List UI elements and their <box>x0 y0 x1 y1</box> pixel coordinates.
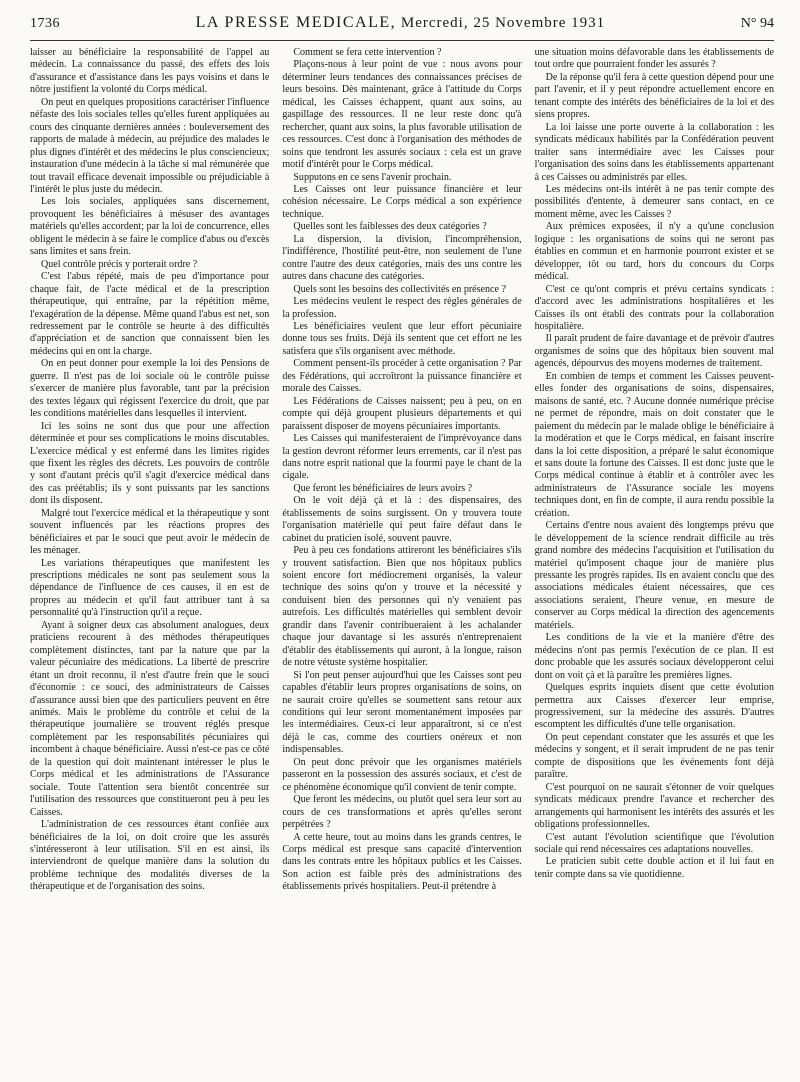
paragraph: De la réponse qu'il fera à cette question dépend pour une part l'avenir, et il y peut répondre actuellement encore en tenant compte des intérêts des bénéficiaires de la loi et des siens propres. <box>534 71 774 121</box>
paragraph: Plaçons-nous à leur point de vue : nous avons pour déterminer leurs tendances des connaissances précises de leurs besoins. Dès maintenant, grâce à l'attitude du Corps médical, les Caisses échappent, quant aux soins, au gaspillage des ressources. Il ne leur reste donc qu'à rechercher, quant aux soins, la plus favorable utilisation de ces ressources. C'est donc à l'organisation des méthodes de soins que tendront les assurés sociaux : cela est un grave motif d'intérêt pour le Corps médical. <box>282 59 522 171</box>
paragraph: Le praticien subit cette double action et il lui faut en tenir compte dans sa vie quotidienne. <box>534 856 774 880</box>
page-number: 1736 <box>30 16 60 31</box>
masthead <box>196 14 606 32</box>
paragraph: Les variations thérapeutiques que manifestent les prescriptions médicales ne sont pas seulement sous la dépendance de l'influence de ces causes, il en est de propres au médecin et qu'il faut attribuer tant à sa personnalité qu'à l'instruction qu'il a reçue. <box>30 557 270 619</box>
paragraph: Ici les soins ne sont dus que pour une affection déterminée et pour ses complications le moins discutables. L'exercice médical y est enfermé dans les limites rigides que fixent les règles des décrets. Les pouvoirs de contrôle y sont d'autant précis qu'il s'agit d'exercice médical dans des cas préétablis; ils y sont puissants par les sanctions dont ils disposent. <box>30 420 270 507</box>
issue-date: Mercredi, 25 Novembre 1931 <box>400 15 606 31</box>
paragraph: On peut en quelques propositions caractériser l'influence néfaste des lois sociales telles qu'elles furent appliquées au cours des cinquante dernières années : bouleversement des rapports de malade à médecin, au préjudice des malades le plus dignes d'intérêt et des médecins le plus consciencieux; instauration d'une médecin à la tâche si mal rémunérée que tout travail efficace devenait impossible ou préjudiciable à l'intérêt le plus juste du médecin. <box>30 96 270 195</box>
paragraph: Certains d'entre nous avaient dès longtemps prévu que le développement de la science rendrait difficile au très grand nombre des médecins l'acquisition et l'utilisation du matériel qu'imposent chaque jour de manière plus pressante les progrès rapides. Ils en avaient conclu que des associations médicales étaient nécessaires, que ces associations seraient, l'heure venue, en mesure de conserver au Corps médical la direction des agencements matériels. <box>534 520 774 631</box>
paragraph: L'administration de ces ressources étant confiée aux bénéficiaires de la loi, on doit croire que les assurés s'intéresseront à leur utilisation. S'il en est ainsi, ils interviendront de quelque manière dans la solution du problème technique des modalités diverses de la thérapeutique et de l'organisation des soins. <box>30 819 270 893</box>
paragraph: Les médecins ont-ils intérêt à ne pas tenir compte des possibilités d'entente, à demeurer sans contact, en ce moment même, avec les Caisses ? <box>534 183 774 220</box>
paragraph: laisser au bénéficiaire la responsabilité de l'appel au médecin. La connaissance du passé, des effets des lois d'assurance et d'assistance dans les pays voisins et dans le nôtre justifient la volonté du Corps médical. <box>30 47 270 96</box>
paragraph: On en peut donner pour exemple la loi des Pensions de guerre. Il n'est pas de loi sociale où le contrôle puisse s'exercer de manière plus favorable, tant par la précision des textes légaux qui régissent l'exercice du droit, que par les conditions matérielles dans lesquelles il intervient. <box>30 358 270 420</box>
paragraph: Peu à peu ces fondations attireront les bénéficiaires s'ils y trouvent satisfaction. Bien que nos hôpitaux publics soient encore fort médiocrement organisés, la valeur technique des soins qu'on y trouve et la nécessité y conduisent bien des personnes qui n'y venaient pas autrefois. Les difficultés matérielles qui semblent devoir grandir dans l'avenir contribueraient à les achalander chaque jour davantage si les assurés n'entreprenaient d'établir des établissements qui auront, à la longue, raison de notre vétuste système hospitalier. <box>282 545 522 669</box>
paragraph: Ayant à soigner deux cas absolument analogues, deux praticiens recourent à des méthodes thérapeutiques complètement distinctes, tant par la nature que par la valeur pécuniaire des médications. La liberté de prescrire étant un droit reconnu, il n'est d'autre frein que le souci d'économie : ce souci, des administrateurs de Caisses d'assurance aussi bien que des particuliers peuvent en être animés. Mais le problème du contrôle et celui de la thérapeutique journalière se trouvent réglés presque complètement par les responsabilités pécuniaires qui incombent à chaque bénéficiaire. Aussi n'est-ce pas ce côté de la question qui doit maintenant intéresser le plus le Corps médical et les administrations de l'Assurance sociale. Toute l'attention sera bientôt concentrée sur l'utilisation des ressources que constitueront peu à peu les Caisses. <box>30 619 270 818</box>
column-2 <box>282 47 521 1077</box>
paragraph: A cette heure, tout au moins dans les grands centres, le Corps médical est presque sans capacité d'intervention dans les contrats entre les hôpitaux publics et les Caisses. Son action est faible près des administrations des établissements privés hospitaliers. Peut-il prétendre à <box>282 831 522 893</box>
paragraph: C'est ce qu'ont compris et prévu certains syndicats : d'accord avec les administrations hospitalières et les Caisses ils ont établi des contrats pour la collaboration hospitalière. <box>534 283 774 332</box>
paragraph: Quelques esprits inquiets disent que cette évolution permettra aux Caisses d'exercer leur emprise, progressivement, sur la médecine des assurés. D'autres escomptent les difficultés d'une telle organisation. <box>534 682 774 731</box>
paragraph: Les Fédérations de Caisses naissent; peu à peu, on en compte qui déjà groupent plusieurs départements et qui paraissent disposer de moyens pécuniaires importants. <box>282 395 522 432</box>
paragraph: Aux prémices exposées, il n'y a qu'une conclusion logique : les organisations de soins qui ne seront pas établies en commun et en harmonie pourront exister et se développer, tôt ou tard, hors du concours du Corps médical. <box>534 221 774 283</box>
paragraph: Quel contrôle précis y porterait ordre ? <box>41 258 198 270</box>
paragraph: On le voit déjà çà et là : des dispensaires, des établissements de soins surgissent. On y trouvera toute l'organisation matérielle qui peut faire défaut dans le cabinet du praticien isolé, souvent pauvre. <box>282 495 522 544</box>
paragraph: C'est l'abus répété, mais de peu d'importance pour chaque fait, de l'acte médical et de la prescription thérapeutique, qui entraîne, par la répétition même, l'exagération de la dépense. Même quand l'abus est net, son redressement par le contrôle se heurte à des difficultés d'appréciation et de sanction que connaissent bien les médecins qui en ont la charge. <box>30 271 270 357</box>
page-header <box>30 14 774 41</box>
journal-title: LA PRESSE MEDICALE, <box>195 14 397 31</box>
paragraph: Comment pensent-ils procéder à cette organisation ? Par des Fédérations, qui accroîtront la puissance financière et morale des Caisses. <box>282 358 522 395</box>
issue-number: N° 94 <box>740 16 774 31</box>
paragraph: Les lois sociales, appliquées sans discernement, provoquent les bénéficiaires à mésuser des avantages matériels qu'elles accordent; par la loi de concurrence, elles obligent le médecin à se faire le complice d'abus ou d'excès sans limites et sans frein. <box>30 196 270 258</box>
paragraph: Malgré tout l'exercice médical et la thérapeutique y sont souvent influencés par les réactions propres des bénéficiaires et par le souci que peut avoir le médecin de les ménager. <box>30 507 270 557</box>
paragraph: C'est pourquoi on ne saurait s'étonner de voir quelques syndicats médicaux prendre l'avance et rechercher des arrangements qui harmonisent les intérêts des assurés et les obligations professionnelles. <box>534 781 774 831</box>
paragraph: On peut donc prévoir que les organismes matériels passeront en la possession des assurés sociaux, et c'est de ce phénomène économique qu'il convient de tenir compte. <box>282 756 522 793</box>
paragraph: une situation moins défavorable dans les établissements de tout ordre que pourraient fonder les assurés ? <box>534 47 774 71</box>
paragraph: C'est autant l'évolution scientifique que l'évolution sociale qui rend nécessaires ces adaptations nouvelles. <box>534 831 774 855</box>
paragraph: Que feront les médecins, ou plutôt quel sera leur sort au cours de ces transformations et après qu'elles seront perpétrées ? <box>282 794 522 831</box>
paragraph: Quelles sont les faiblesses des deux catégories ? <box>293 221 487 233</box>
paragraph: La loi laisse une porte ouverte à la collaboration : les syndicats médicaux habilités par la Confédération peuvent traiter sans intermédiaire avec les Caisses pour l'organisation des soins dans les établissements appartenant à ces Caisses ou administrés par elles. <box>534 121 774 183</box>
paragraph: Si l'on peut penser aujourd'hui que les Caisses sont peu capables d'établir leurs propres organisations de soins, on ne saurait croire qu'elles se soumettent sans retour aux conditions qui leur seront momentanément imposées par les intermédiaires. Ceux-ci leur apparaîtront, si ce n'est déjà le cas, comme des courtiers onéreux et non indispensables. <box>282 669 522 756</box>
paragraph: Les conditions de la vie et la manière d'être des médecins n'ont pas permis l'exécution de ce plan. Il est donc probable que les assurés sociaux développeront celui dont on voit çà et là paraître les premières lignes. <box>534 632 774 681</box>
paragraph: La dispersion, la division, l'incompréhension, l'indifférence, l'hostilité peut-être, non seulement de l'une contre l'autre des deux catégories, mais des uns contre les autres dans chacune des catégories. <box>282 233 522 283</box>
paragraph: Les bénéficiaires veulent que leur effort pécuniaire donne tous ses fruits. Déjà ils sentent que cet effort ne les satisfera que s'ils organisent avec méthode. <box>282 320 522 357</box>
paragraph: Quels sont les besoins des collectivités en présence ? <box>293 283 506 295</box>
paragraph: Les Caisses ont leur puissance financière et leur cohésion nécessaire. Le Corps médical a son expérience technique. <box>282 183 522 220</box>
article-columns <box>30 47 774 1077</box>
paragraph: Il paraît prudent de faire davantage et de prévoir d'autres organismes de soins que des hôpitaux bien souvent mal agencés, dépourvus des moyens modernes de traitement. <box>534 333 774 370</box>
column-1 <box>30 47 269 1077</box>
paragraph: Supputons en ce sens l'avenir prochain. <box>293 171 452 183</box>
paragraph: Les Caisses qui manifesteraient de l'imprévoyance dans la gestion devront réformer leurs errements, car il n'est pas dans notre esprit national que la fourmi paye le chant de la cigale. <box>282 433 522 482</box>
paragraph: Que feront les bénéficiaires de leurs avoirs ? <box>293 482 473 494</box>
column-3 <box>535 47 774 1077</box>
paragraph: Comment se fera cette intervention ? <box>293 47 442 58</box>
paragraph: On peut cependant constater que les assurés et que les médecins y songent, et il serait imprudent de ne pas tenir compte de dispositions que les événements font déjà paraître. <box>534 731 774 781</box>
paragraph: Les médecins veulent le respect des règles générales de la profession. <box>282 296 522 320</box>
paragraph: En combien de temps et comment les Caisses peuvent-elles fonder des organisations de soins, dispensaires, maisons de santé, etc. ? Aucune donnée numérique précise ne permet de répondre, mais on doit constater que le paiement du médecin par le malade oblige le bénéficiaire à la modération et que le Corps médical, en faisant inscrire dans la loi cette disposition, a préparé le salut économique et sans doute la fortune des Caisses. Il est donc juste que le Corps médical continue à établir et à contrôler avec les administrateurs de l'Assurance sociale les moyens techniques dont, en fin de compte, il aura rendu possible la création. <box>534 370 774 519</box>
